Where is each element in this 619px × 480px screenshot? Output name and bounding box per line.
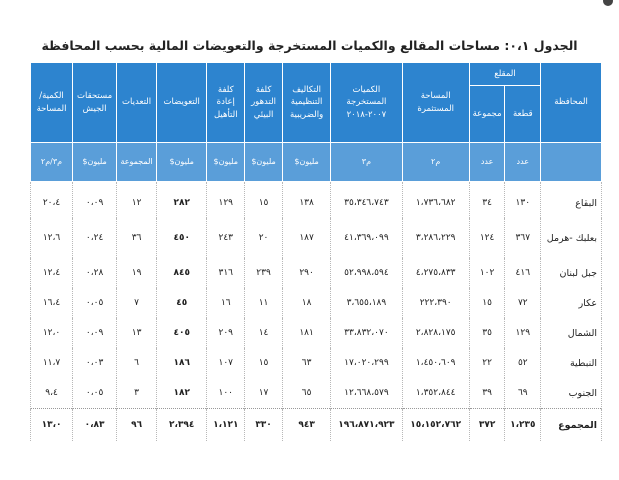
cell-army-dues: ٠،٠٥	[73, 378, 117, 409]
unit-violations: المجموعة	[117, 143, 157, 182]
unit-governorate	[541, 143, 602, 182]
header-costs: التكاليف التنظيمية والضريبية	[282, 63, 330, 143]
cell-group: ١٢٤	[469, 218, 505, 258]
cell-army-dues: ٠،٨٣	[73, 409, 117, 442]
cell-violations: ٣	[117, 378, 157, 409]
unit-qty-per-area: م٣/م٢	[31, 143, 73, 182]
cell-group: ٣٥	[469, 318, 505, 348]
cell-compensation: ٢،٣٩٤	[157, 409, 207, 442]
cell-plot: ٧٢	[505, 288, 541, 318]
cell-compensation: ٤٥	[157, 288, 207, 318]
cell-costs: ١٨١	[282, 318, 330, 348]
cell-costs: ٦٣	[282, 348, 330, 378]
cell-compensation: ٨٤٥	[157, 258, 207, 288]
cell-area: ١،٣٥٢،٨٤٤	[402, 378, 469, 409]
cell-army-dues: ٠،٢٤	[73, 218, 117, 258]
cell-violations: ٣٦	[117, 218, 157, 258]
cell-violations: ١٩	[117, 258, 157, 288]
table-row	[31, 218, 602, 258]
header-governorate: المحافظة	[541, 63, 602, 143]
cell-plot: ٤١٦	[505, 258, 541, 288]
unit-area-used: م٢	[402, 143, 469, 182]
unit-rehab-cost: مليون$	[207, 143, 245, 182]
cell-area: ٣،٢٨٦،٢٢٩	[402, 218, 469, 258]
cell-rehab-cost: ١٠٧	[207, 348, 245, 378]
cell-army-dues: ٠،٠٩	[73, 318, 117, 348]
cell-costs: ٦٥	[282, 378, 330, 409]
total-row	[31, 409, 602, 442]
cell-compensation: ١٨٦	[157, 348, 207, 378]
cell-governorate: البقاع	[541, 182, 602, 219]
table-row	[31, 378, 602, 409]
header-violations: التعديات	[117, 63, 157, 143]
cell-compensation: ١٨٢	[157, 378, 207, 409]
cell-qty-per-area: ١٣،٠	[31, 409, 73, 442]
header-group: مجموعة	[469, 86, 505, 143]
cell-env-cost: ١٧	[245, 378, 283, 409]
cell-governorate: بعلبك -هرمل	[541, 218, 602, 258]
cell-env-cost: ١١	[245, 288, 283, 318]
cell-area: ١٥،١٥٢،٧٦٢	[402, 409, 469, 442]
unit-quantities: م٣	[331, 143, 402, 182]
cell-env-cost: ٢٠	[245, 218, 283, 258]
cell-area: ١،٧٣٦،٦٨٢	[402, 182, 469, 219]
cell-costs: ٢٩٠	[282, 258, 330, 288]
cell-qty-per-area: ١١،٧	[31, 348, 73, 378]
cell-rehab-cost: ٢٠٩	[207, 318, 245, 348]
cell-plot: ١٢٩	[505, 318, 541, 348]
table-title: الجدول ٠،١: مساحات المقالع والكميات المستخرجة والتعويضات المالية بحسب المحافظة	[41, 38, 578, 53]
header-area-used: المساحة المستثمرة	[402, 63, 469, 143]
cell-governorate: النبطية	[541, 348, 602, 378]
cell-costs: ١٨	[282, 288, 330, 318]
header-army-dues: مستحقات الجيش	[73, 63, 117, 143]
cell-plot: ٣٦٧	[505, 218, 541, 258]
table-row	[31, 348, 602, 378]
cell-rehab-cost: ١٠٠	[207, 378, 245, 409]
cell-plot: ١٣٠	[505, 182, 541, 219]
cell-quantity: ١٧،٠٢٠،٢٩٩	[331, 348, 402, 378]
cell-plot: ١،٢٣٥	[505, 409, 541, 442]
cell-quantity: ١٩٦،٨٧١،٩٢٣	[331, 409, 402, 442]
cell-costs: ٩٤٣	[282, 409, 330, 442]
cell-area: ٢،٨٢٨،١٧٥	[402, 318, 469, 348]
cell-env-cost: ١٤	[245, 318, 283, 348]
cell-violations: ٧	[117, 288, 157, 318]
cell-quantity: ٣٥،٣٤٦،٧٤٣	[331, 182, 402, 219]
cell-group: ٣٤	[469, 182, 505, 219]
cell-plot: ٦٩	[505, 378, 541, 409]
header-quantities: الكميات المستخرجة ٢٠٠٧-٢٠١٨	[331, 63, 402, 143]
cell-group: ٣٧٢	[469, 409, 505, 442]
cell-plot: ٥٢	[505, 348, 541, 378]
corner-mark	[603, 0, 613, 6]
cell-costs: ١٨٧	[282, 218, 330, 258]
cell-violations: ٩٦	[117, 409, 157, 442]
cell-governorate: عكار	[541, 288, 602, 318]
cell-quantity: ١٢،٦٦٨،٥٧٩	[331, 378, 402, 409]
cell-violations: ١٢	[117, 182, 157, 219]
table-row	[31, 182, 602, 219]
unit-army-dues: مليون$	[73, 143, 117, 182]
cell-qty-per-area: ٢٠،٤	[31, 182, 73, 219]
cell-rehab-cost: ٢٤٣	[207, 218, 245, 258]
cell-violations: ١٣	[117, 318, 157, 348]
cell-env-cost: ٢٣٩	[245, 258, 283, 288]
data-table	[30, 62, 602, 441]
cell-rehab-cost: ٣١٦	[207, 258, 245, 288]
cell-rehab-cost: ١٢٩	[207, 182, 245, 219]
header-env-cost: كلفة التدهور البيئي	[245, 63, 283, 143]
cell-rehab-cost: ١،١٢١	[207, 409, 245, 442]
cell-qty-per-area: ١٦،٤	[31, 288, 73, 318]
cell-area: ١،٤٥٠،٦٠٩	[402, 348, 469, 378]
cell-area: ٢٢٢،٣٩٠	[402, 288, 469, 318]
cell-quantity: ٣٣،٨٣٢،٠٧٠	[331, 318, 402, 348]
unit-plot: عدد	[505, 143, 541, 182]
cell-group: ١٥	[469, 288, 505, 318]
unit-group: عدد	[469, 143, 505, 182]
cell-qty-per-area: ١٢،٦	[31, 218, 73, 258]
cell-quantity: ٣،٦٥٥،١٨٩	[331, 288, 402, 318]
cell-army-dues: ٠،٠٩	[73, 182, 117, 219]
cell-env-cost: ١٥	[245, 182, 283, 219]
cell-qty-per-area: ١٢،٠	[31, 318, 73, 348]
header-plot: قطعة	[505, 86, 541, 143]
cell-env-cost: ٣٣٠	[245, 409, 283, 442]
cell-group: ٢٢	[469, 348, 505, 378]
cell-costs: ١٣٨	[282, 182, 330, 219]
header-quarry: المقلع	[469, 63, 540, 86]
unit-costs: مليون$	[282, 143, 330, 182]
cell-governorate: الشمال	[541, 318, 602, 348]
cell-qty-per-area: ١٢،٤	[31, 258, 73, 288]
cell-quantity: ٤١،٣٦٩،٠٩٩	[331, 218, 402, 258]
cell-governorate: جبل لبنان	[541, 258, 602, 288]
cell-group: ١٠٢	[469, 258, 505, 288]
cell-quantity: ٥٢،٩٩٨،٥٩٤	[331, 258, 402, 288]
cell-governorate: الجنوب	[541, 378, 602, 409]
cell-env-cost: ١٥	[245, 348, 283, 378]
cell-area: ٤،٢٧٥،٨٣٣	[402, 258, 469, 288]
unit-env-cost: مليون$	[245, 143, 283, 182]
header-qty-per-area: الكمية/ المساحة	[31, 63, 73, 143]
header-compensation: التعويضات	[157, 63, 207, 143]
cell-army-dues: ٠،٠٣	[73, 348, 117, 378]
cell-army-dues: ٠،٠٥	[73, 288, 117, 318]
cell-compensation: ٤٠٥	[157, 318, 207, 348]
cell-rehab-cost: ١٦	[207, 288, 245, 318]
table-row	[31, 318, 602, 348]
cell-violations: ٦	[117, 348, 157, 378]
cell-group: ٣٩	[469, 378, 505, 409]
cell-compensation: ٤٥٠	[157, 218, 207, 258]
unit-compensation: مليون$	[157, 143, 207, 182]
table-row	[31, 258, 602, 288]
table-row	[31, 288, 602, 318]
cell-qty-per-area: ٩،٤	[31, 378, 73, 409]
header-rehab-cost: كلفة إعادة التأهيل	[207, 63, 245, 143]
cell-compensation: ٢٨٢	[157, 182, 207, 219]
cell-governorate: المجموع	[541, 409, 602, 442]
cell-army-dues: ٠،٢٨	[73, 258, 117, 288]
